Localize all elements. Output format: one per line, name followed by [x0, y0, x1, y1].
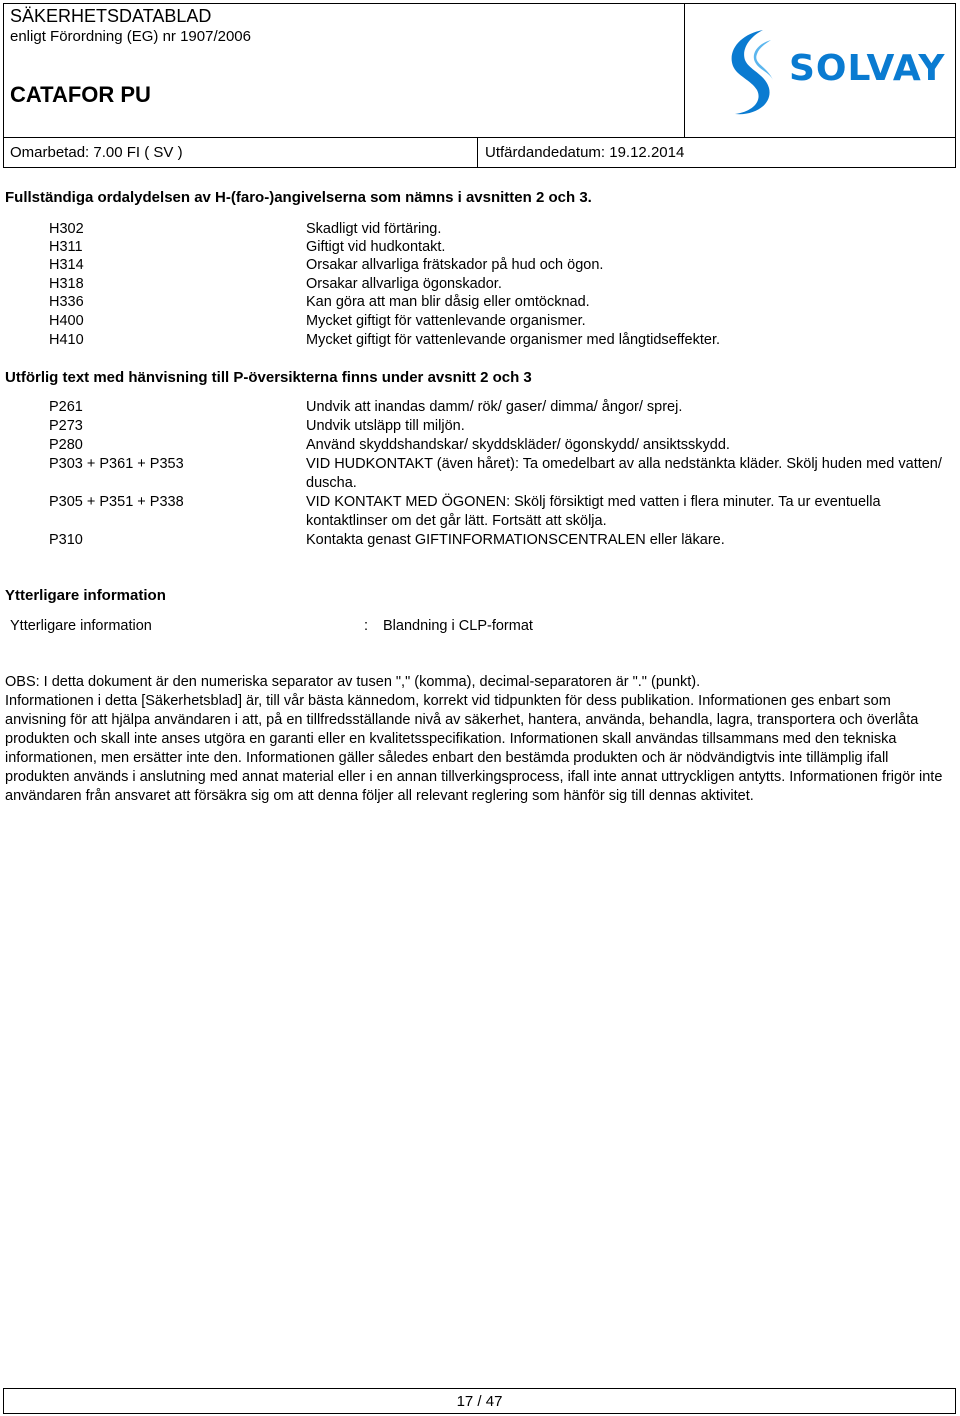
header-title-block — [4, 4, 685, 137]
product-name: CATAFOR PU — [10, 82, 151, 107]
p-section-title: Utförlig text med hänvisning till P-översikterna finns under avsnitt 2 och 3 — [5, 369, 532, 386]
h-section-title: Fullständiga ordalydelsen av H-(faro-)angivelserna som nämns i avsnitten 2 och 3. — [5, 189, 592, 206]
issue-date: Utfärdandedatum: 19.12.2014 — [485, 144, 685, 161]
header-meta-row — [4, 137, 955, 167]
h-text: Kan göra att man blir dåsig eller omtöcknad. — [306, 294, 590, 310]
disclaimer-paragraph: Informationen i detta [Säkerhetsblad] är, till vår bästa kännedom, korrekt vid tidpunkten för dess publikation. Informationen ges enbart som anvisning för att hjälpa användaren i att, på en tillfredsställande nivå av säkerhet, hantera, använda, behandla, lagra, transportera och överlåta produkten och skall inte anses utgöra en garanti eller en kvalitetsspecifikation. Informationen skall användas tillsammans med den tekniska informationen, men ersätter inte den. Informationen gäller således enbart den bestämda produkten och är nödvändigtvis inte tillämplig ifall produkten används i anslutning med annat material eller i en annan tillverkingsprocess, ifall inte annat uttryckligen antytts. Informationen frigör inte användaren från ansvaret att försäkra sig om att denna följer all relevant reglering som hänför sig till dennas aktivitet. — [5, 693, 943, 804]
h-code: H410 — [49, 332, 84, 348]
p-code: P280 — [49, 437, 83, 453]
h-code: H318 — [49, 276, 84, 292]
h-text: Mycket giftigt för vattenlevande organismer med långtidseffekter. — [306, 332, 721, 348]
p-text: VID HUDKONTAKT (även håret): Ta omedelbart av alla nedstänkta kläder. Skölj huden med vatten/ duscha. — [306, 456, 942, 491]
p-code: P273 — [49, 418, 83, 434]
h-text: Orsakar allvarliga ögonskador. — [306, 276, 502, 292]
h-code: H311 — [49, 239, 83, 255]
p-code: P305 + P351 + P338 — [49, 494, 184, 510]
p-code: P303 + P361 + P353 — [49, 456, 184, 472]
page-number: 17 / 47 — [456, 1393, 503, 1410]
revision-info: Omarbetad: 7.00 FI ( SV ) — [10, 144, 183, 161]
solvay-swoosh-icon — [711, 24, 789, 120]
h-text: Skadligt vid förtäring. — [306, 221, 442, 237]
logo-wordmark: SOLVAY — [789, 48, 946, 89]
additional-info-label: Ytterligare information — [10, 618, 152, 634]
header-divider — [477, 138, 478, 167]
regulation-line: enligt Förordning (EG) nr 1907/2006 — [10, 28, 251, 45]
h-code: H314 — [49, 257, 84, 273]
p-text: Undvik att inandas damm/ rök/ gaser/ dimma/ ångor/ sprej. — [306, 399, 683, 415]
p-text: Använd skyddshandskar/ skyddskläder/ ögonskydd/ ansiktsskydd. — [306, 437, 730, 453]
p-code: P310 — [49, 532, 83, 548]
page-footer — [3, 1388, 956, 1414]
h-code: H302 — [49, 221, 84, 237]
document-title: SÄKERHETSDATABLAD — [10, 6, 212, 26]
document-header — [3, 3, 956, 168]
p-text: VID KONTAKT MED ÖGONEN: Skölj försiktigt med vatten i flera minuter. Ta ur eventuella kontaktlinser om det går lätt. Fortsätt att skölja. — [306, 494, 881, 529]
h-text: Orsakar allvarliga frätskador på hud och ögon. — [306, 257, 604, 273]
additional-info-colon: : — [364, 618, 369, 634]
p-text: Kontakta genast GIFTINFORMATIONSCENTRALEN eller läkare. — [306, 532, 725, 548]
additional-info-value: Blandning i CLP-format — [383, 618, 533, 634]
p-code: P261 — [49, 399, 83, 415]
h-code: H400 — [49, 313, 84, 329]
h-text: Mycket giftigt för vattenlevande organismer. — [306, 313, 586, 329]
p-text: Undvik utsläpp till miljön. — [306, 418, 465, 434]
h-text: Giftigt vid hudkontakt. — [306, 239, 446, 255]
solvay-logo — [685, 4, 955, 137]
additional-info-title: Ytterligare information — [5, 587, 166, 604]
separator-note: OBS: I detta dokument är den numeriska separator av tusen "," (komma), decimal-separatoren är "." (punkt). — [5, 674, 701, 690]
h-code: H336 — [49, 294, 84, 310]
